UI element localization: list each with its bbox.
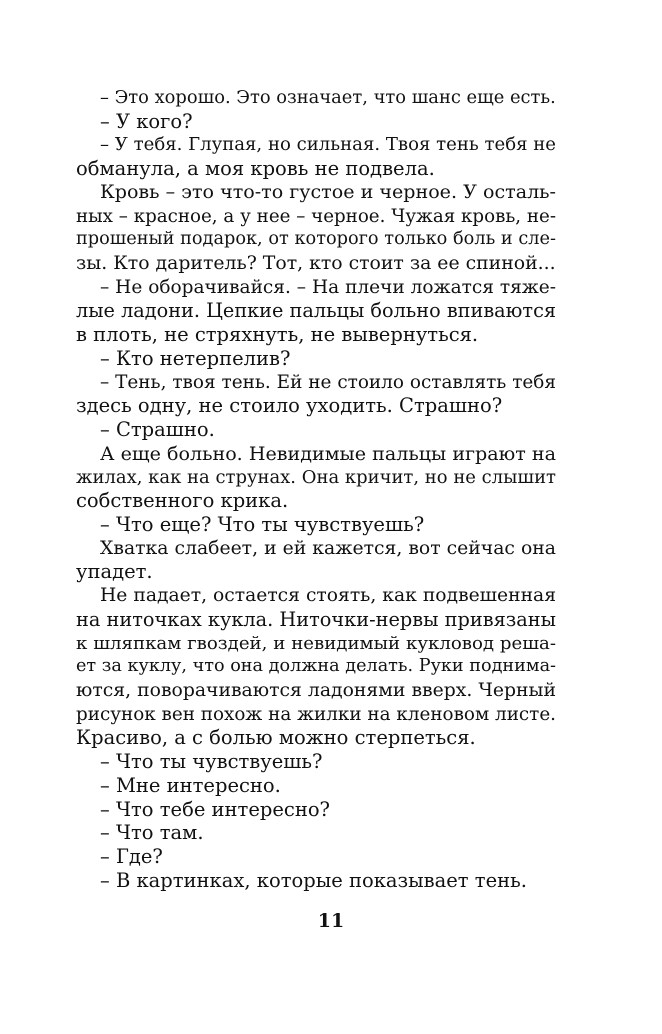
text-line: к шляпкам гвоздей, и невидимый кукловод реша- <box>76 632 556 654</box>
text-line: – Мне интересно. <box>100 773 281 797</box>
text-line: здесь одну, не стоило уходить. Страшно? <box>76 394 503 418</box>
text-line: жилах, как на струнах. Она кричит, но не слышит <box>76 466 556 488</box>
text-line: – Что еще? Что ты чувствуешь? <box>100 512 425 536</box>
text-line: лые ладони. Цепкие пальцы больно впиваются <box>76 299 556 323</box>
text-line: обманула, а моя кровь не подвела. <box>76 157 435 181</box>
text-line: ных – красное, а у нее – черное. Чужая кровь, не- <box>76 205 556 227</box>
page-number: 11 <box>317 910 345 932</box>
text-line: – Что тебе интересно? <box>100 797 331 821</box>
text-line: – Это хорошо. Это означает, что шанс еще есть. <box>100 87 556 108</box>
text-line: Не падает, остается стоять, как подвешенная <box>100 585 556 607</box>
text-line: ются, поворачиваются ладонями вверх. Черный <box>76 679 556 701</box>
text-line: рисунок вен похож на жилки на кленовом листе. <box>76 703 556 725</box>
text-line: – Тень, твоя тень. Ей не стоило оставлять тебя <box>100 371 556 393</box>
text-line: – Что там. <box>100 821 204 845</box>
text-line: Красиво, а с болью можно стерпеться. <box>76 726 476 750</box>
text-line: А еще больно. Невидимые пальцы играют на <box>100 441 556 465</box>
text-line: – В картинках, которые показывает тень. <box>100 868 527 892</box>
text-line: ет за куклу, что она должна делать. Руки поднима- <box>76 656 556 677</box>
body-text <box>76 86 556 892</box>
text-line: – Где? <box>100 845 163 868</box>
text-line: упадет. <box>76 560 153 584</box>
text-line: – Кто нетерпелив? <box>100 346 291 370</box>
text-line: Кровь – это что-то густое и черное. У осталь- <box>100 180 556 203</box>
text-line: зы. Кто даритель? Тот, кто стоит за ее спиной... <box>76 253 556 275</box>
text-line: собственного крика. <box>76 489 289 513</box>
text-line: – У тебя. Глупая, но сильная. Твоя тень тебя не <box>100 134 556 156</box>
text-line: – Что ты чувствуешь? <box>100 750 323 774</box>
text-line: на ниточках кукла. Ниточки-нервы привязаны <box>76 607 556 631</box>
text-line: – Страшно. <box>100 418 215 442</box>
text-line: в плоть, не стряхнуть, не вывернуться. <box>76 323 479 347</box>
text-line: прошеный подарок, от которого только боль и сле- <box>76 229 556 250</box>
text-line: Хватка слабеет, и ей кажется, вот сейчас она <box>100 537 556 559</box>
text-line: – Не оборачивайся. – На плечи ложатся тяже- <box>100 276 556 298</box>
text-line: – У кого? <box>100 109 193 133</box>
